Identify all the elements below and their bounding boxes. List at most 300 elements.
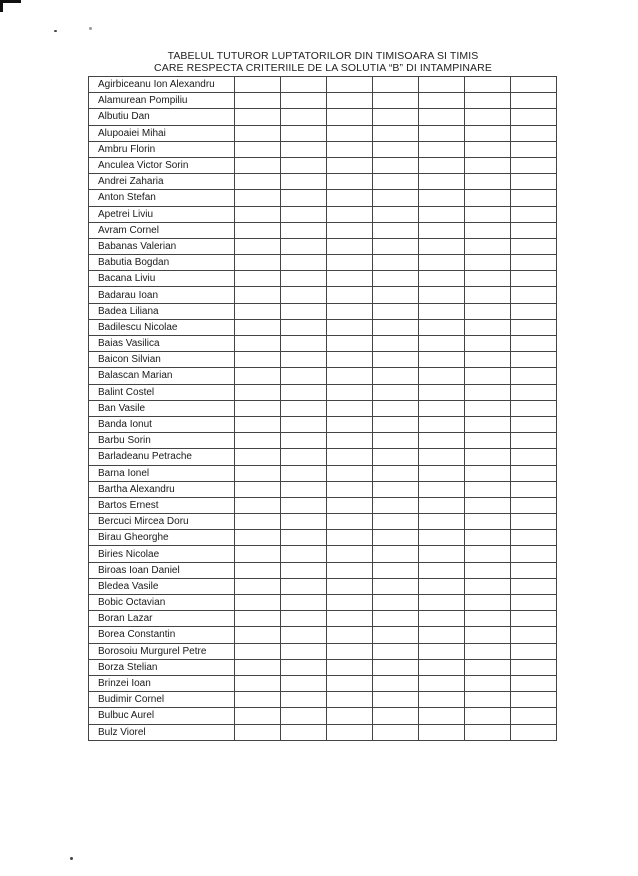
empty-cell (465, 578, 511, 594)
empty-cell (235, 578, 281, 594)
empty-cell (419, 595, 465, 611)
empty-cell (281, 271, 327, 287)
empty-cell (419, 255, 465, 271)
empty-cell (465, 368, 511, 384)
empty-cell (235, 497, 281, 513)
empty-cell (281, 77, 327, 93)
empty-cell (281, 465, 327, 481)
empty-cell (281, 724, 327, 740)
table-row (89, 352, 557, 368)
empty-cell (511, 125, 557, 141)
empty-cell (373, 724, 419, 740)
person-name-cell: Agirbiceanu Ion Alexandru (89, 77, 235, 93)
empty-cell (327, 724, 373, 740)
empty-cell (281, 157, 327, 173)
empty-cell (327, 562, 373, 578)
empty-cell (235, 222, 281, 238)
table-row (89, 692, 557, 708)
person-name-cell: Ban Vasile (89, 400, 235, 416)
empty-cell (511, 449, 557, 465)
table-row (89, 659, 557, 675)
empty-cell (465, 400, 511, 416)
empty-cell (373, 611, 419, 627)
person-name-cell: Biroas Ioan Daniel (89, 562, 235, 578)
empty-cell (465, 449, 511, 465)
empty-cell (281, 303, 327, 319)
empty-cell (465, 675, 511, 691)
table-row (89, 546, 557, 562)
empty-cell (465, 497, 511, 513)
empty-cell (511, 287, 557, 303)
empty-cell (281, 546, 327, 562)
person-name-cell: Budimir Cornel (89, 692, 235, 708)
empty-cell (465, 416, 511, 432)
empty-cell (235, 238, 281, 254)
person-name-cell: Anculea Victor Sorin (89, 157, 235, 173)
table-row (89, 611, 557, 627)
empty-cell (281, 578, 327, 594)
empty-cell (465, 190, 511, 206)
empty-cell (511, 303, 557, 319)
table-row (89, 174, 557, 190)
empty-cell (419, 238, 465, 254)
table-row (89, 141, 557, 157)
empty-cell (235, 611, 281, 627)
person-name-cell: Alupoaiei Mihai (89, 125, 235, 141)
empty-cell (373, 675, 419, 691)
empty-cell (373, 206, 419, 222)
empty-cell (327, 125, 373, 141)
empty-cell (419, 336, 465, 352)
empty-cell (419, 319, 465, 335)
empty-cell (327, 222, 373, 238)
person-name-cell: Bartos Ernest (89, 497, 235, 513)
empty-cell (465, 77, 511, 93)
table-row (89, 336, 557, 352)
person-name-cell: Apetrei Liviu (89, 206, 235, 222)
empty-cell (235, 433, 281, 449)
empty-cell (373, 157, 419, 173)
empty-cell (235, 400, 281, 416)
empty-cell (511, 93, 557, 109)
empty-cell (373, 93, 419, 109)
person-name-cell: Alamurean Pompiliu (89, 93, 235, 109)
empty-cell (511, 692, 557, 708)
document-title-line-2: CARE RESPECTA CRITERIILE DE LA SOLUTIA “B” DI INTAMPINARE (154, 62, 492, 74)
empty-cell (419, 141, 465, 157)
person-name-cell: Bartha Alexandru (89, 481, 235, 497)
empty-cell (419, 708, 465, 724)
empty-cell (235, 530, 281, 546)
empty-cell (327, 238, 373, 254)
empty-cell (511, 416, 557, 432)
roster-table (88, 76, 557, 741)
empty-cell (465, 141, 511, 157)
empty-cell (327, 174, 373, 190)
empty-cell (235, 157, 281, 173)
empty-cell (235, 287, 281, 303)
empty-cell (235, 109, 281, 125)
empty-cell (281, 708, 327, 724)
empty-cell (327, 675, 373, 691)
table-row (89, 157, 557, 173)
table-row (89, 206, 557, 222)
table-row (89, 400, 557, 416)
empty-cell (465, 643, 511, 659)
empty-cell (373, 109, 419, 125)
empty-cell (327, 449, 373, 465)
empty-cell (419, 77, 465, 93)
empty-cell (373, 271, 419, 287)
person-name-cell: Borosoiu Murgurel Petre (89, 643, 235, 659)
table-row (89, 627, 557, 643)
empty-cell (419, 643, 465, 659)
empty-cell (373, 643, 419, 659)
empty-cell (281, 336, 327, 352)
empty-cell (373, 595, 419, 611)
empty-cell (235, 384, 281, 400)
empty-cell (465, 174, 511, 190)
empty-cell (235, 125, 281, 141)
empty-cell (511, 238, 557, 254)
table-row (89, 255, 557, 271)
empty-cell (511, 595, 557, 611)
empty-cell (373, 368, 419, 384)
empty-cell (419, 287, 465, 303)
empty-cell (235, 336, 281, 352)
empty-cell (327, 93, 373, 109)
empty-cell (235, 546, 281, 562)
empty-cell (327, 206, 373, 222)
table-row (89, 416, 557, 432)
empty-cell (419, 271, 465, 287)
person-name-cell: Balint Costel (89, 384, 235, 400)
empty-cell (419, 157, 465, 173)
empty-cell (419, 433, 465, 449)
empty-cell (235, 206, 281, 222)
empty-cell (281, 368, 327, 384)
empty-cell (281, 141, 327, 157)
empty-cell (281, 174, 327, 190)
empty-cell (327, 627, 373, 643)
empty-cell (235, 93, 281, 109)
scan-speck (89, 27, 92, 30)
person-name-cell: Baicon Silvian (89, 352, 235, 368)
empty-cell (419, 368, 465, 384)
empty-cell (373, 514, 419, 530)
empty-cell (511, 611, 557, 627)
table-row (89, 481, 557, 497)
empty-cell (511, 271, 557, 287)
empty-cell (511, 643, 557, 659)
empty-cell (327, 384, 373, 400)
empty-cell (281, 595, 327, 611)
person-name-cell: Badarau Ioan (89, 287, 235, 303)
person-name-cell: Andrei Zaharia (89, 174, 235, 190)
person-name-cell: Baias Vasilica (89, 336, 235, 352)
person-name-cell: Barna Ionel (89, 465, 235, 481)
empty-cell (465, 93, 511, 109)
empty-cell (281, 287, 327, 303)
person-name-cell: Boran Lazar (89, 611, 235, 627)
empty-cell (511, 157, 557, 173)
empty-cell (373, 287, 419, 303)
empty-cell (373, 352, 419, 368)
empty-cell (511, 530, 557, 546)
empty-cell (419, 206, 465, 222)
empty-cell (373, 319, 419, 335)
empty-cell (327, 157, 373, 173)
empty-cell (511, 222, 557, 238)
empty-cell (327, 303, 373, 319)
empty-cell (327, 287, 373, 303)
empty-cell (419, 465, 465, 481)
empty-cell (327, 692, 373, 708)
person-name-cell: Brinzei Ioan (89, 675, 235, 691)
empty-cell (373, 125, 419, 141)
empty-cell (465, 724, 511, 740)
empty-cell (281, 562, 327, 578)
empty-cell (281, 692, 327, 708)
empty-cell (281, 400, 327, 416)
empty-cell (327, 465, 373, 481)
empty-cell (465, 659, 511, 675)
empty-cell (327, 497, 373, 513)
empty-cell (419, 174, 465, 190)
empty-cell (281, 514, 327, 530)
empty-cell (511, 465, 557, 481)
empty-cell (327, 368, 373, 384)
empty-cell (511, 433, 557, 449)
empty-cell (281, 627, 327, 643)
empty-cell (511, 206, 557, 222)
empty-cell (419, 497, 465, 513)
empty-cell (235, 271, 281, 287)
empty-cell (373, 303, 419, 319)
empty-cell (235, 708, 281, 724)
table-row (89, 190, 557, 206)
empty-cell (465, 287, 511, 303)
empty-cell (419, 724, 465, 740)
person-name-cell: Ambru Florin (89, 141, 235, 157)
empty-cell (465, 514, 511, 530)
empty-cell (281, 238, 327, 254)
empty-cell (235, 190, 281, 206)
empty-cell (235, 514, 281, 530)
person-name-cell: Badilescu Nicolae (89, 319, 235, 335)
empty-cell (511, 77, 557, 93)
empty-cell (419, 400, 465, 416)
empty-cell (235, 724, 281, 740)
empty-cell (235, 174, 281, 190)
empty-cell (235, 141, 281, 157)
empty-cell (373, 692, 419, 708)
empty-cell (373, 465, 419, 481)
empty-cell (281, 481, 327, 497)
empty-cell (327, 400, 373, 416)
empty-cell (281, 530, 327, 546)
empty-cell (511, 400, 557, 416)
empty-cell (281, 675, 327, 691)
person-name-cell: Banda Ionut (89, 416, 235, 432)
empty-cell (373, 400, 419, 416)
empty-cell (235, 352, 281, 368)
person-name-cell: Bulz Viorel (89, 724, 235, 740)
table-row (89, 465, 557, 481)
empty-cell (511, 174, 557, 190)
empty-cell (511, 352, 557, 368)
person-name-cell: Biries Nicolae (89, 546, 235, 562)
empty-cell (511, 255, 557, 271)
empty-cell (235, 562, 281, 578)
empty-cell (511, 562, 557, 578)
empty-cell (327, 77, 373, 93)
empty-cell (511, 659, 557, 675)
empty-cell (419, 190, 465, 206)
empty-cell (419, 530, 465, 546)
table-row (89, 578, 557, 594)
empty-cell (419, 384, 465, 400)
table-row (89, 514, 557, 530)
table-row (89, 109, 557, 125)
empty-cell (373, 416, 419, 432)
empty-cell (281, 384, 327, 400)
empty-cell (419, 416, 465, 432)
scan-edge-mark (0, 0, 21, 12)
empty-cell (511, 497, 557, 513)
scan-speck (70, 857, 73, 860)
empty-cell (281, 222, 327, 238)
empty-cell (281, 206, 327, 222)
empty-cell (511, 578, 557, 594)
empty-cell (281, 497, 327, 513)
empty-cell (373, 497, 419, 513)
empty-cell (235, 595, 281, 611)
empty-cell (281, 433, 327, 449)
empty-cell (465, 611, 511, 627)
empty-cell (281, 125, 327, 141)
empty-cell (281, 93, 327, 109)
empty-cell (327, 255, 373, 271)
empty-cell (373, 627, 419, 643)
empty-cell (373, 238, 419, 254)
empty-cell (373, 449, 419, 465)
person-name-cell: Badea Liliana (89, 303, 235, 319)
empty-cell (373, 530, 419, 546)
person-name-cell: Babutia Bogdan (89, 255, 235, 271)
empty-cell (327, 109, 373, 125)
empty-cell (419, 627, 465, 643)
person-name-cell: Balascan Marian (89, 368, 235, 384)
table-row (89, 675, 557, 691)
empty-cell (465, 271, 511, 287)
empty-cell (419, 125, 465, 141)
person-name-cell: Barbu Sorin (89, 433, 235, 449)
person-name-cell: Albutiu Dan (89, 109, 235, 125)
empty-cell (373, 659, 419, 675)
empty-cell (419, 514, 465, 530)
table-row (89, 93, 557, 109)
table-row (89, 125, 557, 141)
empty-cell (235, 675, 281, 691)
empty-cell (511, 109, 557, 125)
table-row (89, 530, 557, 546)
person-name-cell: Bacana Liviu (89, 271, 235, 287)
empty-cell (327, 546, 373, 562)
table-row (89, 497, 557, 513)
empty-cell (419, 692, 465, 708)
empty-cell (373, 174, 419, 190)
empty-cell (419, 449, 465, 465)
empty-cell (465, 125, 511, 141)
empty-cell (327, 190, 373, 206)
empty-cell (465, 255, 511, 271)
table-row (89, 77, 557, 93)
empty-cell (511, 481, 557, 497)
empty-cell (511, 724, 557, 740)
empty-cell (373, 546, 419, 562)
person-name-cell: Bulbuc Aurel (89, 708, 235, 724)
empty-cell (419, 352, 465, 368)
empty-cell (465, 238, 511, 254)
table-row (89, 595, 557, 611)
empty-cell (373, 433, 419, 449)
table-row (89, 708, 557, 724)
person-name-cell: Bobic Octavian (89, 595, 235, 611)
empty-cell (235, 659, 281, 675)
empty-cell (419, 222, 465, 238)
table-row (89, 271, 557, 287)
empty-cell (235, 643, 281, 659)
empty-cell (235, 627, 281, 643)
empty-cell (465, 562, 511, 578)
empty-cell (419, 562, 465, 578)
empty-cell (235, 77, 281, 93)
person-name-cell: Bledea Vasile (89, 578, 235, 594)
empty-cell (281, 255, 327, 271)
empty-cell (419, 93, 465, 109)
empty-cell (465, 627, 511, 643)
empty-cell (373, 578, 419, 594)
empty-cell (235, 481, 281, 497)
empty-cell (465, 530, 511, 546)
table-row (89, 238, 557, 254)
empty-cell (465, 157, 511, 173)
person-name-cell: Avram Cornel (89, 222, 235, 238)
empty-cell (281, 352, 327, 368)
empty-cell (373, 141, 419, 157)
empty-cell (465, 433, 511, 449)
empty-cell (281, 109, 327, 125)
empty-cell (465, 465, 511, 481)
empty-cell (419, 546, 465, 562)
empty-cell (465, 303, 511, 319)
empty-cell (373, 562, 419, 578)
table-row (89, 222, 557, 238)
empty-cell (235, 368, 281, 384)
empty-cell (465, 222, 511, 238)
empty-cell (465, 336, 511, 352)
empty-cell (327, 416, 373, 432)
empty-cell (511, 190, 557, 206)
empty-cell (327, 336, 373, 352)
roster-table-body (89, 77, 557, 741)
empty-cell (419, 675, 465, 691)
empty-cell (235, 465, 281, 481)
empty-cell (465, 319, 511, 335)
empty-cell (511, 546, 557, 562)
person-name-cell: Babanas Valerian (89, 238, 235, 254)
